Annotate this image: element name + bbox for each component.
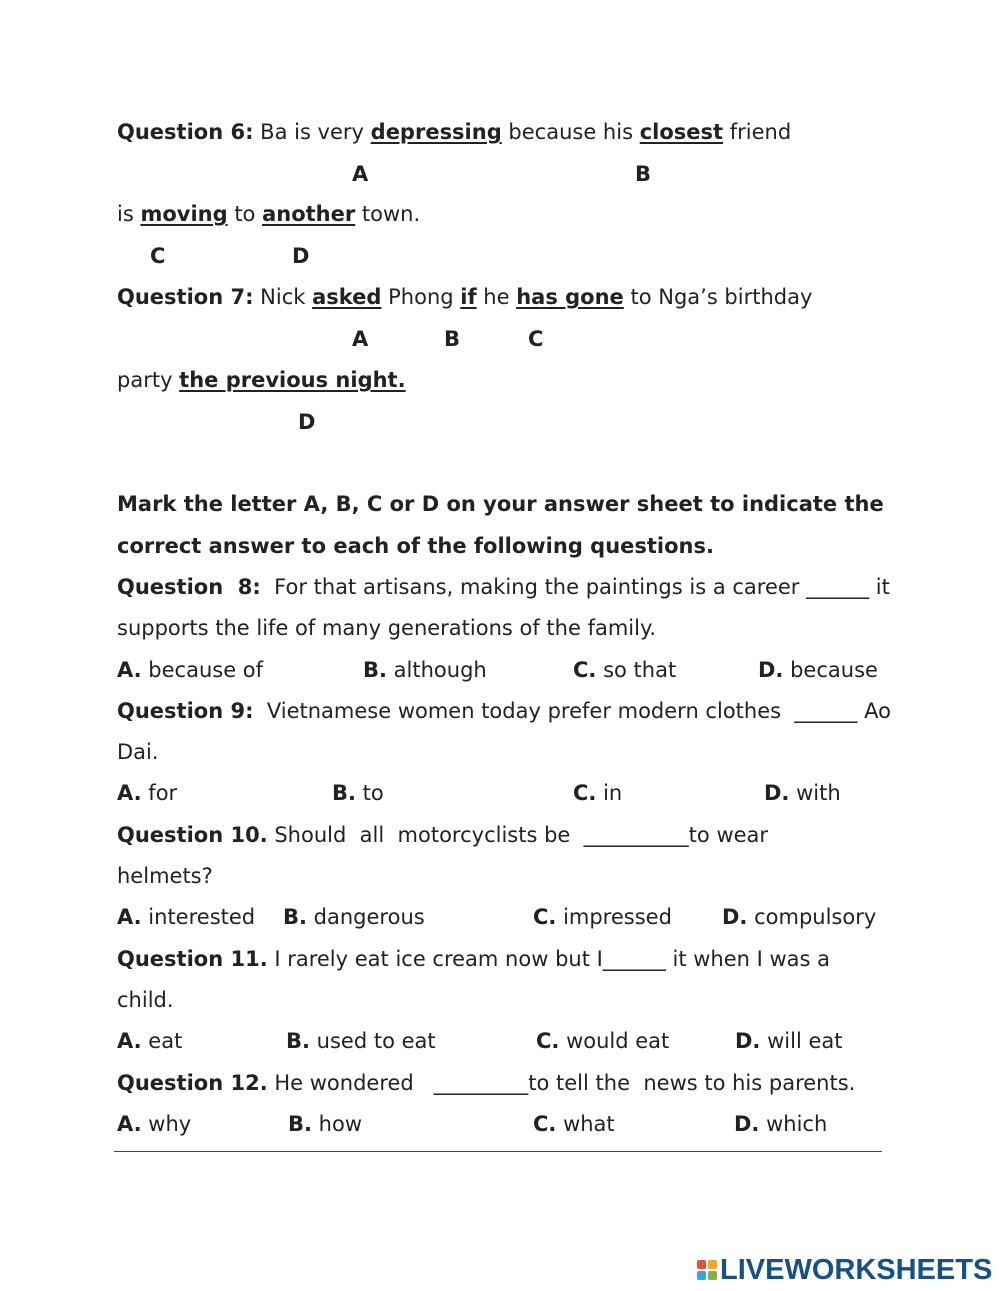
option-text: although [386, 658, 487, 682]
q10-option-b[interactable] [283, 903, 425, 931]
q6-option-a-word: depressing [370, 120, 502, 144]
option-letter: D. [722, 905, 748, 929]
q6-line1 [117, 118, 791, 146]
option-text: which [759, 1112, 828, 1136]
logo-square [708, 1271, 717, 1280]
divider [114, 1151, 882, 1152]
q11-text: I rarely eat ice cream now but I______ it when I was a [267, 947, 831, 971]
q8-label: Question 8: [117, 575, 261, 599]
option-letter: C. [533, 1112, 557, 1136]
q6-letter-d: D [292, 244, 310, 268]
q6-text: to [227, 202, 263, 226]
logo-square [697, 1260, 706, 1269]
q11-option-b[interactable] [286, 1027, 436, 1055]
q12-option-a[interactable] [117, 1110, 191, 1138]
q7-label: Question 7: [117, 285, 254, 309]
option-letter: B. [283, 905, 307, 929]
option-letter: B. [288, 1112, 312, 1136]
option-text: for [141, 781, 178, 805]
q7-letter-d: D [298, 410, 316, 434]
option-text: impressed [556, 905, 672, 929]
q7-option-d-word: the previous night. [179, 368, 406, 392]
q6-letter-c: C [150, 244, 166, 268]
option-letter: A. [117, 905, 142, 929]
q6-text: because his [501, 120, 640, 144]
option-text: would eat [559, 1029, 670, 1053]
q6-option-d-word: another [262, 202, 356, 226]
q7-letter-a: A [352, 327, 369, 351]
q11-line1 [117, 945, 830, 973]
option-text: will eat [760, 1029, 843, 1053]
option-letter: A. [117, 781, 142, 805]
q8-option-b[interactable] [363, 656, 487, 684]
instruction-line1: Mark the letter A, B, C or D on your answer sheet to indicate the [117, 492, 884, 516]
option-text: in [596, 781, 623, 805]
option-letter: C. [536, 1029, 560, 1053]
option-letter: D. [735, 1029, 761, 1053]
q9-option-d[interactable] [764, 779, 841, 807]
option-text: compulsory [747, 905, 877, 929]
option-text: so that [596, 658, 677, 682]
option-letter: C. [573, 658, 597, 682]
q8-text: For that artisans, making the paintings is a career ______ it [260, 575, 890, 599]
q6-option-b-word: closest [639, 120, 724, 144]
q9-text: Vietnamese women today prefer modern clothes ______ Ao [253, 699, 891, 723]
q12-text: He wondered _________to tell the news to his parents. [267, 1071, 856, 1095]
q9-option-a[interactable] [117, 779, 177, 807]
option-text: used to eat [309, 1029, 436, 1053]
instruction-line2: correct answer to each of the following questions. [117, 534, 714, 558]
q7-text: Phong [381, 285, 461, 309]
q10-option-a[interactable] [117, 903, 255, 931]
q7-text: Nick [253, 285, 313, 309]
option-letter: A. [117, 658, 142, 682]
q12-label: Question 12. [117, 1071, 268, 1095]
q7-line1 [117, 283, 812, 311]
q8-option-d[interactable] [758, 656, 878, 684]
q9-line1 [117, 697, 891, 725]
q7-option-b-word: if [460, 285, 477, 309]
q6-text: is [117, 202, 141, 226]
q6-line2 [117, 200, 420, 228]
q11-label: Question 11. [117, 947, 268, 971]
option-letter: D. [734, 1112, 760, 1136]
q11-option-a[interactable] [117, 1027, 182, 1055]
q10-label: Question 10. [117, 823, 268, 847]
q6-label: Question 6: [117, 120, 254, 144]
q6-text: town. [355, 202, 421, 226]
option-text: because [783, 658, 878, 682]
q9-option-b[interactable] [332, 779, 384, 807]
q6-text: friend [723, 120, 792, 144]
q12-option-c[interactable] [533, 1110, 615, 1138]
liveworksheets-logo[interactable] [697, 1255, 992, 1285]
logo-grid-icon [697, 1260, 717, 1280]
option-text: eat [141, 1029, 183, 1053]
q12-option-d[interactable] [734, 1110, 827, 1138]
logo-square [697, 1271, 706, 1280]
q7-letter-c: C [528, 327, 544, 351]
q7-option-c-word: has gone [516, 285, 624, 309]
option-text: why [141, 1112, 192, 1136]
option-text: to [355, 781, 384, 805]
q8-line2: supports the life of many generations of the family. [117, 616, 657, 640]
q7-letter-b: B [444, 327, 461, 351]
option-text: how [311, 1112, 362, 1136]
q7-line2 [117, 366, 406, 394]
q10-line1 [117, 821, 768, 849]
q7-text: he [476, 285, 517, 309]
q6-letter-b: B [635, 162, 652, 186]
logo-square [708, 1260, 717, 1269]
q11-option-d[interactable] [735, 1027, 842, 1055]
option-letter: D. [764, 781, 790, 805]
q6-text: Ba is very [253, 120, 371, 144]
option-text: with [789, 781, 841, 805]
q10-text: Should all motorcyclists be __________to wear [267, 823, 769, 847]
q10-line2: helmets? [117, 864, 213, 888]
q6-letter-a: A [352, 162, 369, 186]
option-letter: B. [286, 1029, 310, 1053]
q9-label: Question 9: [117, 699, 254, 723]
option-letter: A. [117, 1112, 142, 1136]
q11-option-c[interactable] [536, 1027, 669, 1055]
q10-option-d[interactable] [722, 903, 876, 931]
option-text: what [556, 1112, 615, 1136]
option-text: dangerous [306, 905, 425, 929]
option-text: because of [141, 658, 264, 682]
q10-option-c[interactable] [533, 903, 672, 931]
q7-text: to Nga’s birthday [623, 285, 813, 309]
q9-line2: Dai. [117, 740, 159, 764]
option-letter: C. [533, 905, 557, 929]
q9-option-c[interactable] [573, 779, 622, 807]
logo-text: LIVEWORKSHEETS [720, 1253, 993, 1286]
q11-line2: child. [117, 988, 174, 1012]
q7-text: party [117, 368, 180, 392]
q6-option-c-word: moving [140, 202, 228, 226]
option-letter: A. [117, 1029, 142, 1053]
q7-option-a-word: asked [312, 285, 382, 309]
option-letter: B. [332, 781, 356, 805]
q8-option-c[interactable] [573, 656, 676, 684]
q8-line1 [117, 573, 890, 601]
option-letter: C. [573, 781, 597, 805]
option-text: interested [141, 905, 256, 929]
q8-option-a[interactable] [117, 656, 263, 684]
option-letter: D. [758, 658, 784, 682]
q12-line1 [117, 1069, 855, 1097]
option-letter: B. [363, 658, 387, 682]
q12-option-b[interactable] [288, 1110, 362, 1138]
